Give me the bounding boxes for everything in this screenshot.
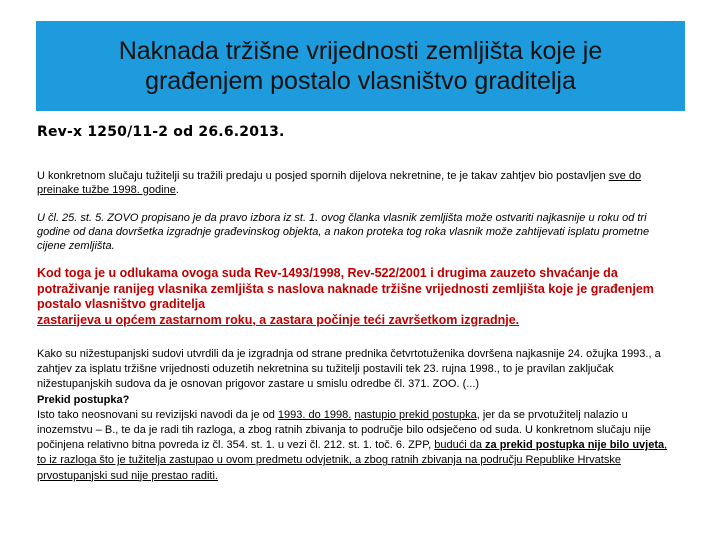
slide-title (119, 36, 603, 96)
question-heading: Prekid postupka? (37, 393, 130, 406)
title-line-1: Naknada tržišne vrijednosti zemljišta koje je (118, 37, 603, 65)
title-line-2: građenjem postalo vlasništvo graditelja (145, 67, 576, 95)
facts-end: . (175, 184, 179, 196)
reasoning-underlined-2: nastupio prekid postupka (354, 408, 477, 421)
reasoning-sentence-1: Kako su nižestupanjski sudovi utvrdili da je izgradnja od strane prednika četvrtotuženika dovršena najkasnije 24. ožujka 1993., a zahtjev za isplatu tržišne vrijednosti oduzetih nekretnina su tužitelji postavili tek 23. rujna 1998., to je pravilan zaključak nižestupanjskih sudova da je osnovan prigovor zastare u smislu odredbe čl. 371. ZOO. (...) (37, 348, 661, 391)
reasoning-sentence-4: , jer da se prvotužitelj nalazio u inozemstvu – B., te da je radi tih razloga, a zbog ratnih zbivanja to područje bilo odsječeno od suda. U konkretnom slučaju nije počinjena relativno bitna povreda iz čl. 354. st. 1. u vezi čl. 212. st. 1. toč. 6. ZPP, (37, 408, 651, 452)
paragraph-facts (37, 169, 677, 197)
reasoning-underlined-3: budući da (434, 439, 486, 452)
title-banner (36, 21, 685, 111)
reasoning-underlined-1: 1993. do 1998. (277, 408, 352, 421)
paragraph-law-quote: U čl. 25. st. 5. ZOVO propisano je da pravo izbora iz st. 1. ovog članka vlasnik zemljišta može ostvariti najkasnije u roku od tri godine od dana dovršetka izgradnje građevinskog objekta, a nakon proteka tog roka vlasnik može zahtijevati isplatu prometne cijene zemljišta. (37, 212, 650, 252)
facts-underlined: sve do preinake tužbe 1998. godine (37, 170, 642, 196)
paragraph-reasoning (37, 347, 679, 484)
case-reference: Rev-x 1250/11-2 od 26.6.2013. (37, 124, 285, 140)
reasoning-sentence-2: Isto tako neosnovani su revizijski navodi da je od (37, 408, 278, 421)
facts-text: U konkretnom slučaju tužitelji su tražili predaju u posjed spornih dijelova nekretnine, te je takav zahtjev bio postavljen (37, 170, 609, 182)
position-underlined: zastarijeva u općem zastarnom roku, a zastara počinje teći završetkom izgradnje. (37, 312, 520, 327)
position-text: Kod toga je u odlukama ovoga suda Rev-1493/1998, Rev-522/2001 i drugima zauzeto shvaćanje da potraživanje ranijeg vlasnika zemljišta s naslova naknade tržišne vrijednosti zemljišta koje je građenjem postalo vlasništvo graditelja (37, 266, 654, 311)
reasoning-underlined-4: za prekid postupka nije bilo uvjeta (485, 439, 665, 452)
reasoning-underlined-5: , to iz razloga što je tužitelja zastupao u ovom predmetu odvjetnik, a zbog ratnih zbivanja na području Republike Hrvatske prvostupanjski sud nije prestao raditi. (37, 439, 668, 482)
paragraph-court-position (37, 266, 677, 328)
